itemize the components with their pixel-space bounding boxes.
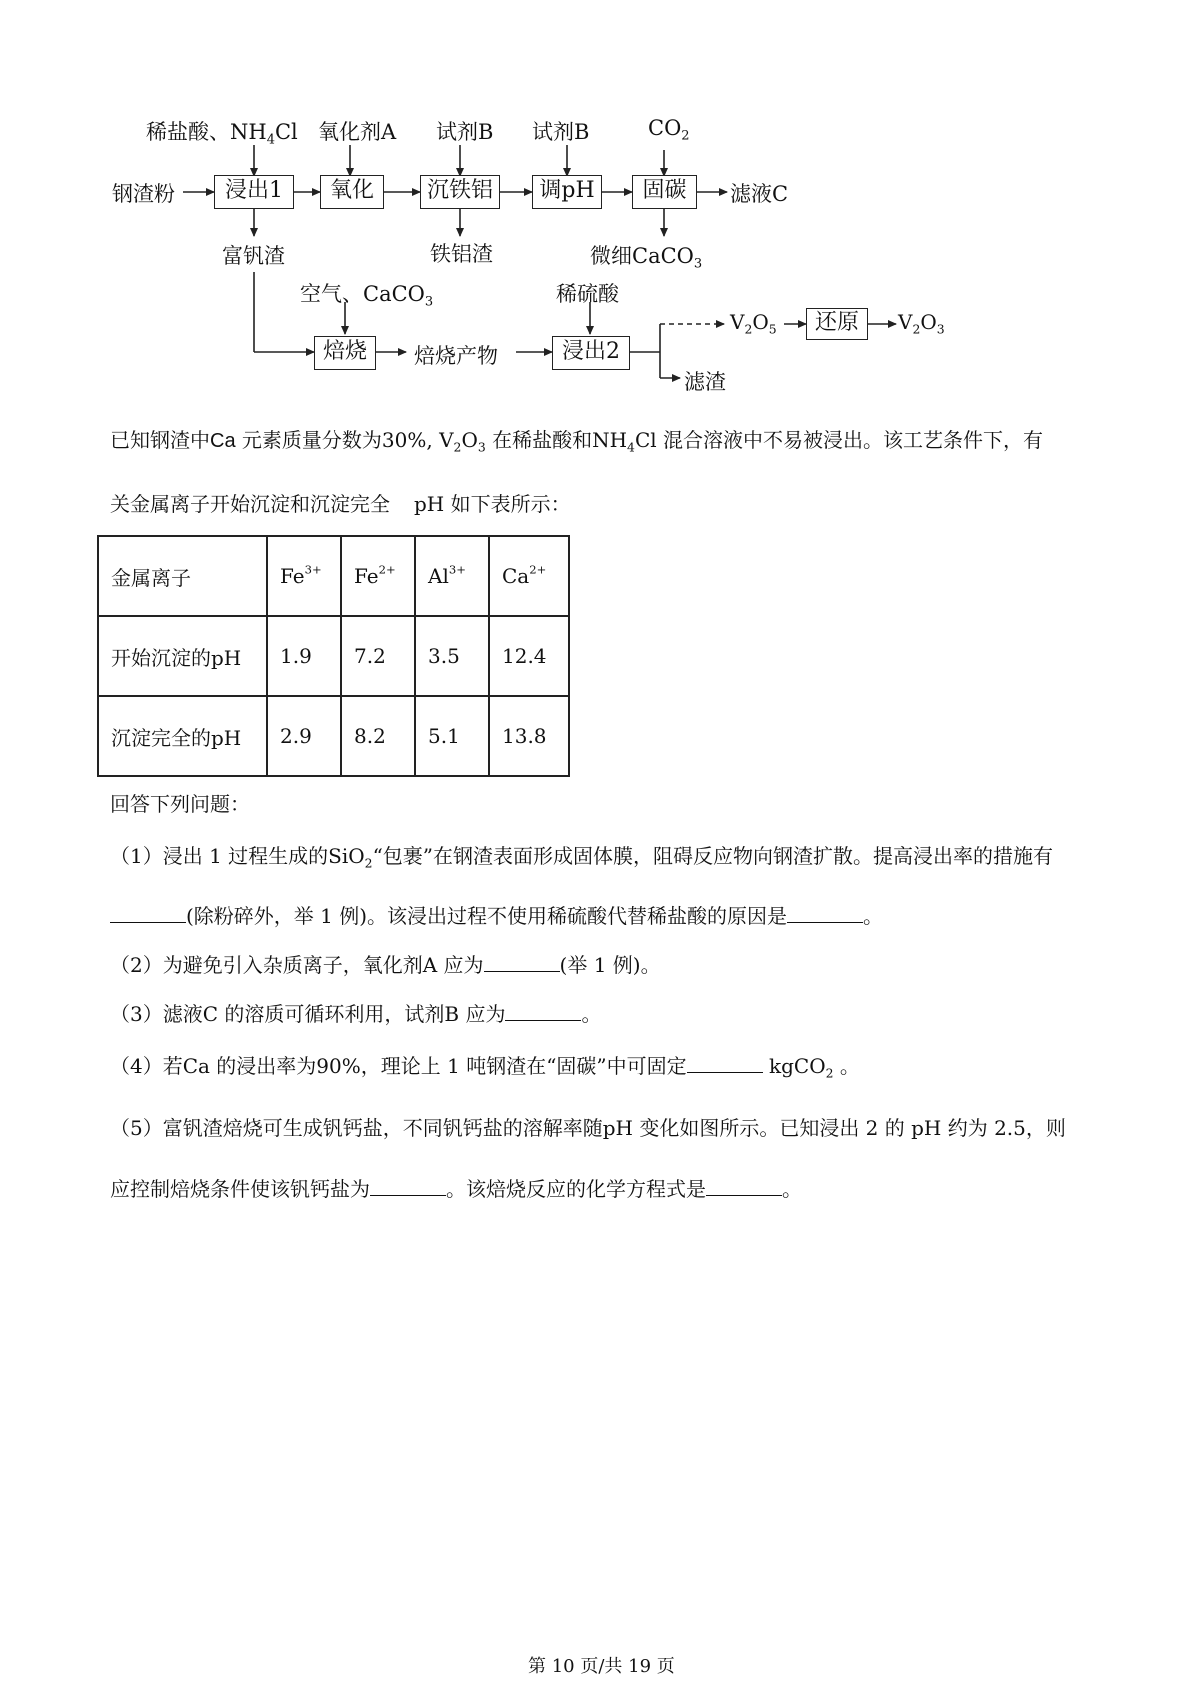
v-rich-slag-label: 富钒渣 [222, 244, 285, 268]
table-cell: 1.9 [267, 616, 341, 696]
raw-material-label: 钢渣粉 [112, 182, 175, 206]
dilute-h2so4-label: 稀硫酸 [556, 282, 619, 306]
fix-carbon-box: 固碳 [632, 175, 697, 209]
oxidant-a-label: 氧化剂A [318, 120, 397, 144]
table-cell: 8.2 [341, 696, 415, 776]
v2o5-label: $V_2O_5$ [730, 310, 777, 337]
roast-product-label: 焙烧产物 [414, 344, 498, 368]
table-header-cell: 金属离子 [98, 536, 267, 616]
reagent-b-label-2: 试剂B [532, 120, 590, 144]
answer-blank[interactable] [787, 904, 863, 923]
row-label: 沉淀完全的pH [98, 696, 267, 776]
co2-label: $CO_2$ [648, 116, 690, 144]
question-5-line-2: 应控制焙烧条件使该钒钙盐为 。该焙烧反应的化学方程式是 。 [110, 1177, 802, 1201]
roast-box: 焙烧 [314, 336, 376, 370]
precip-fe-al-box: 沉铁铝 [420, 175, 500, 209]
intro-line-1: 已知钢渣中Ca 元素质量分数为30%, $V_2O_3$ 在稀盐酸和$NH_4Cl$ 混合溶液中不易被浸出。该工艺条件下，有 [110, 428, 1043, 455]
question-5-line-1: （5）富钒渣焙烧可生成钒钙盐，不同钒钙盐的溶解率随pH 变化如图所示。已知浸出 2 的 pH 约为 2.5，则 [110, 1116, 1066, 1140]
air-caco3-label: 空气、CaCO$_3$ [300, 282, 434, 310]
answer-blank[interactable] [505, 1002, 581, 1021]
ion-cell-al3: $Al^{3+}$ [415, 536, 489, 616]
question-3: （3）滤液C 的溶质可循环利用，试剂B 应为 。 [110, 1002, 602, 1026]
question-1-line-2: (除粉碎外，举 1 例)。该浸出过程不使用稀硫酸代替稀盐酸的原因是 。 [110, 902, 883, 930]
questions-prompt: 回答下列问题： [110, 792, 250, 816]
fe-al-slag-label: 铁铝渣 [430, 242, 493, 266]
answer-blank[interactable] [484, 953, 560, 972]
fine-caco3-label: 微细CaCO$_3$ [590, 244, 703, 272]
table-cell: 12.4 [489, 616, 569, 696]
answer-blank[interactable] [687, 1054, 763, 1073]
leach1-box: 浸出1 [214, 175, 294, 209]
reduce-box: 还原 [806, 308, 868, 340]
table-cell: 7.2 [341, 616, 415, 696]
question-2: （2）为避免引入杂质离子，氧化剂A 应为 (举 1 例)。 [110, 953, 661, 977]
table-cell: 3.5 [415, 616, 489, 696]
filtrate-c-label: 滤液C [730, 182, 789, 206]
table-row [98, 696, 569, 776]
table-cell: 13.8 [489, 696, 569, 776]
ion-cell-fe2: $Fe^{2+}$ [341, 536, 415, 616]
table-cell: 5.1 [415, 696, 489, 776]
v2o3-label: $V_2O_3$ [898, 310, 945, 337]
table-cell: 2.9 [267, 696, 341, 776]
leach1-inputs-label: 稀盐酸、$NH_4Cl$ [146, 120, 298, 148]
filter-residue-label: 滤渣 [684, 370, 726, 394]
page-number-footer: 第 10 页/共 19 页 [528, 1656, 675, 1677]
oxidize-box: 氧化 [320, 175, 384, 209]
table-header-row [98, 536, 569, 616]
answer-blank[interactable] [110, 904, 186, 923]
answer-blank[interactable] [370, 1177, 446, 1196]
answer-blank[interactable] [706, 1177, 782, 1196]
ion-cell-fe3: $Fe^{3+}$ [267, 536, 341, 616]
intro-line-2: 关金属离子开始沉淀和沉淀完全 pH 如下表所示： [110, 492, 571, 516]
table-row [98, 616, 569, 696]
ion-cell-ca2: $Ca^{2+}$ [489, 536, 569, 616]
leach2-box: 浸出2 [552, 336, 630, 370]
question-1-line-1: （1）浸出 1 过程生成的SiO$_2$“包裹”在钢渣表面形成固体膜，阻碍反应物向钢渣扩散。提高浸出率的措施有 [110, 844, 1054, 871]
row-label: 开始沉淀的pH [98, 616, 267, 696]
adjust-ph-box: 调pH [532, 175, 602, 209]
question-4: （4）若Ca 的浸出率为90%，理论上 1 吨钢渣在“固碳”中可固定 kgCO$_2$ 。 [110, 1054, 860, 1081]
reagent-b-label-1: 试剂B [436, 120, 494, 144]
metal-ion-ph-table [97, 535, 570, 777]
